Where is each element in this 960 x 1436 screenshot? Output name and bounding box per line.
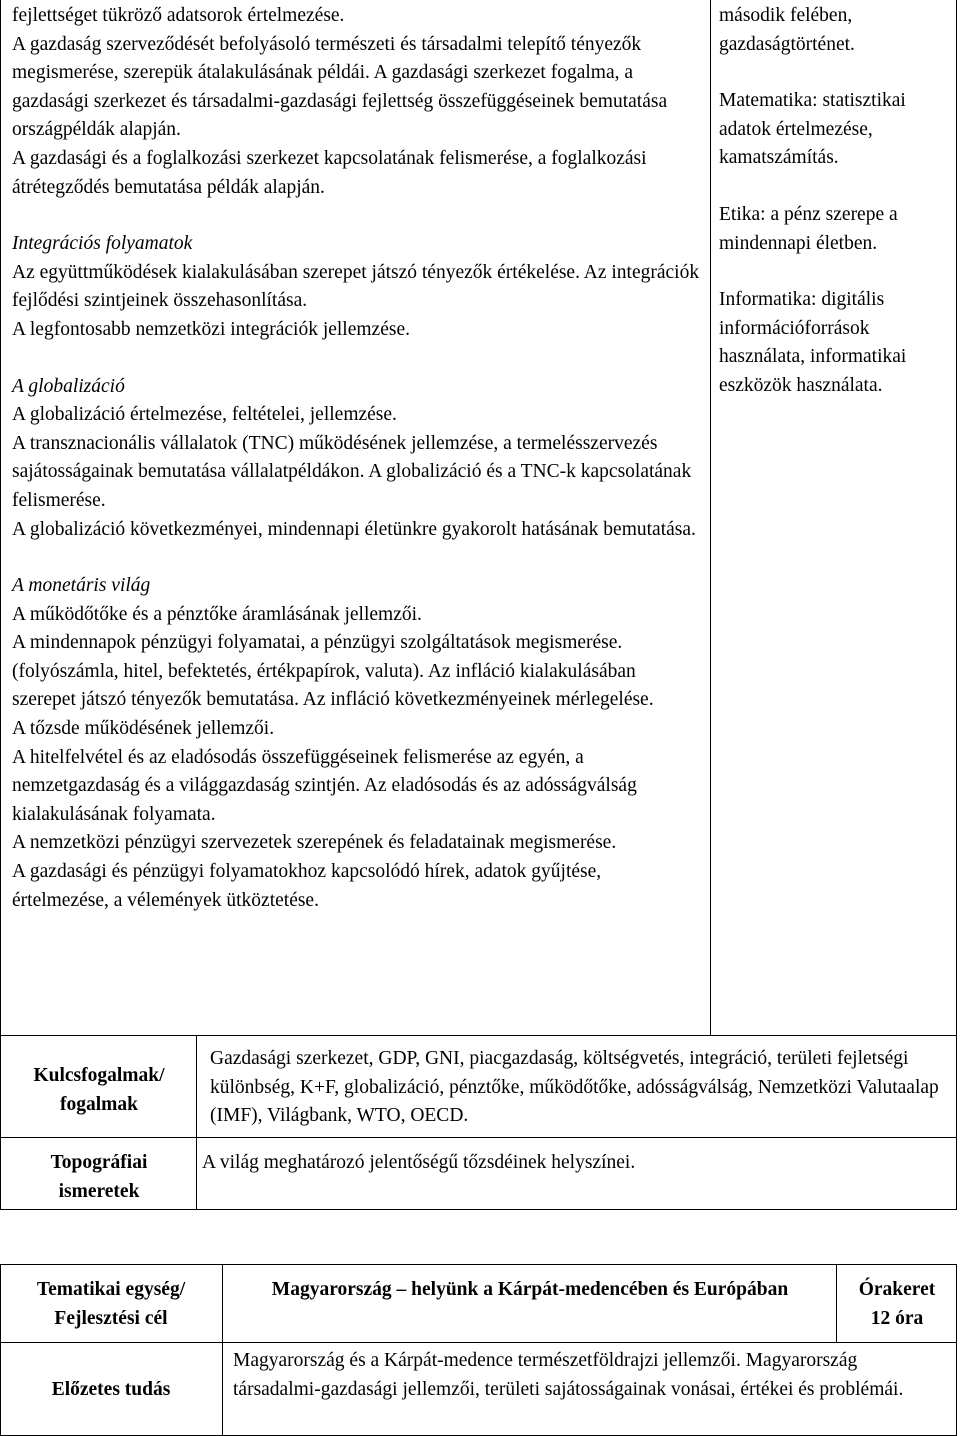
main-paragraph: A működőtőke és a pénztőke áramlásának jellemzői.	[12, 603, 422, 625]
unit-top-border	[0, 1264, 957, 1265]
hours-label-text: Órakeret	[858, 1279, 936, 1300]
unit-divider-1	[222, 1264, 223, 1436]
unit-label: Tematikai egység/ Fejlesztési cél	[36, 1279, 186, 1329]
side-ethics-label: Etika:	[719, 203, 766, 225]
topography-text: A világ meghatározó jelentőségű tőzsdéinek helyszínei.	[202, 1152, 636, 1173]
unit-divider-2	[836, 1264, 837, 1342]
main-paragraph: A globalizáció értelmezése, feltételei, jellemzése.	[12, 404, 397, 426]
prior-knowledge-label: Előzetes tudás	[51, 1379, 171, 1400]
main-paragraph: A hitelfelvétel és az eladósodás összefüggéseinek felismerése az egyén, a nemzetgazdaság és a világgazdaság szintjén. Az eladósodás és az adósságválság kialakulásának folyamata.	[12, 746, 637, 825]
unit-mid-border	[0, 1342, 957, 1343]
section-heading-monetary: A monetáris világ	[12, 575, 151, 597]
column-divider	[710, 0, 711, 1035]
side-math-text: statisztikai adatok értelmezése, kamatszámítás.	[719, 90, 906, 169]
main-paragraph: A tőzsde működésének jellemzői.	[12, 718, 275, 740]
main-paragraph: A nemzetközi pénzügyi szervezetek szerepének és feladatainak megismerése.	[12, 832, 617, 854]
main-paragraph: A gazdaság szerveződését befolyásoló természeti és társadalmi telepítő tényezők megismerése, szerepük átalakulásának példái. A gazdasági szerkezet fogalma, a gazdasági szerkezet és társadalmi-gazdasági fejlettség összefüggéseinek bemutatása országpéldák alapján.	[12, 33, 668, 141]
keywords-left-border	[0, 1035, 1, 1210]
side-informatics-text: digitális információforrások használata, informatikai eszközök használata.	[719, 289, 907, 396]
keywords-text: Gazdasági szerkezet, GDP, GNI, piacgazdaság, költségvetés, integráció, területi fejletségi különbség, K+F, globalizáció, pénztőke, működőtőke, adósságválság, Nemzetközi Valutaalap (IMF), Világbank, WTO, OECD.	[210, 1048, 939, 1127]
unit-right-border	[956, 1264, 957, 1436]
prior-knowledge-text: Magyarország és a Kárpát-medence természetföldrajzi jellemzői. Magyarország társadalmi-gazdasági jellemzői, területi sajátosságainak vonásai, értékei és problémái.	[233, 1350, 904, 1400]
section-heading-integration: Integrációs folyamatok	[12, 233, 193, 255]
border-right-side	[956, 0, 957, 1035]
main-paragraph: Az együttműködések kialakulásában szerepet játszó tényezők értékelése. Az integrációk fejlődési szintjeinek összehasonlítása.	[12, 261, 700, 312]
main-paragraph: A legfontosabb nemzetközi integrációk jellemzése.	[12, 318, 410, 340]
keywords-right-border	[956, 1035, 957, 1210]
main-paragraph: A mindennapok pénzügyi folyamatai, a pénzügyi szolgáltatások megismerése. (folyószámla, hitel, befektetés, értékpapírok, valuta). Az infláció kialakulásában szerepet játszó tényezők bemutatása. Az infláció következményeinek mérlegelése.	[12, 632, 654, 711]
side-informatics-label: Informatika:	[719, 289, 817, 311]
hours-label	[842, 1276, 952, 1333]
section-heading-globalization: A globalizáció	[12, 375, 125, 397]
main-content	[12, 2, 702, 915]
keywords-top-border	[0, 1035, 957, 1036]
side-informatics	[719, 286, 951, 400]
side-ethics	[719, 201, 951, 258]
hours-value: 12 óra	[870, 1307, 924, 1329]
unit-left-border	[0, 1264, 1, 1436]
topography-label: Topográfiai ismeretek	[50, 1152, 148, 1202]
keywords-mid-border	[0, 1137, 957, 1138]
side-content	[719, 2, 951, 401]
keywords-divider	[196, 1035, 197, 1210]
main-paragraph: A transznacionális vállalatok (TNC) működésének jellemzése, a termelésszervezés sajátosságainak bemutatása vállalatpéldákon. A globalizáció és a TNC-k kapcsolatának felismerése.	[12, 432, 692, 511]
side-ethics-text: a pénz szerepe a mindennapi életben.	[719, 203, 898, 254]
side-math-label: Matematika:	[719, 90, 818, 112]
main-paragraph: A gazdasági és pénzügyi folyamatokhoz kapcsolódó hírek, adatok gyűjtése, értelmezése, a vélemények ütköztetése.	[12, 861, 602, 911]
main-paragraph: A gazdasági és a foglalkozási szerkezet kapcsolatának felismerése, a foglalkozási átrétegződés bemutatása példák alapján.	[12, 147, 647, 198]
side-history: második felében, gazdaságtörténet.	[719, 5, 855, 55]
main-paragraph: A globalizáció következményei, mindennapi életünkre gyakorolt hatásának bemutatása.	[12, 518, 696, 540]
keywords-label: Kulcsfogalmak/ fogalmak	[33, 1065, 165, 1115]
main-paragraph: fejlettséget tükröző adatsorok értelmezése.	[12, 5, 345, 26]
keywords-bottom-border	[0, 1209, 957, 1210]
side-math	[719, 87, 951, 173]
unit-title: Magyarország – helyünk a Kárpát-medencében és Európában	[271, 1279, 789, 1300]
border-left-main	[0, 0, 1, 1035]
